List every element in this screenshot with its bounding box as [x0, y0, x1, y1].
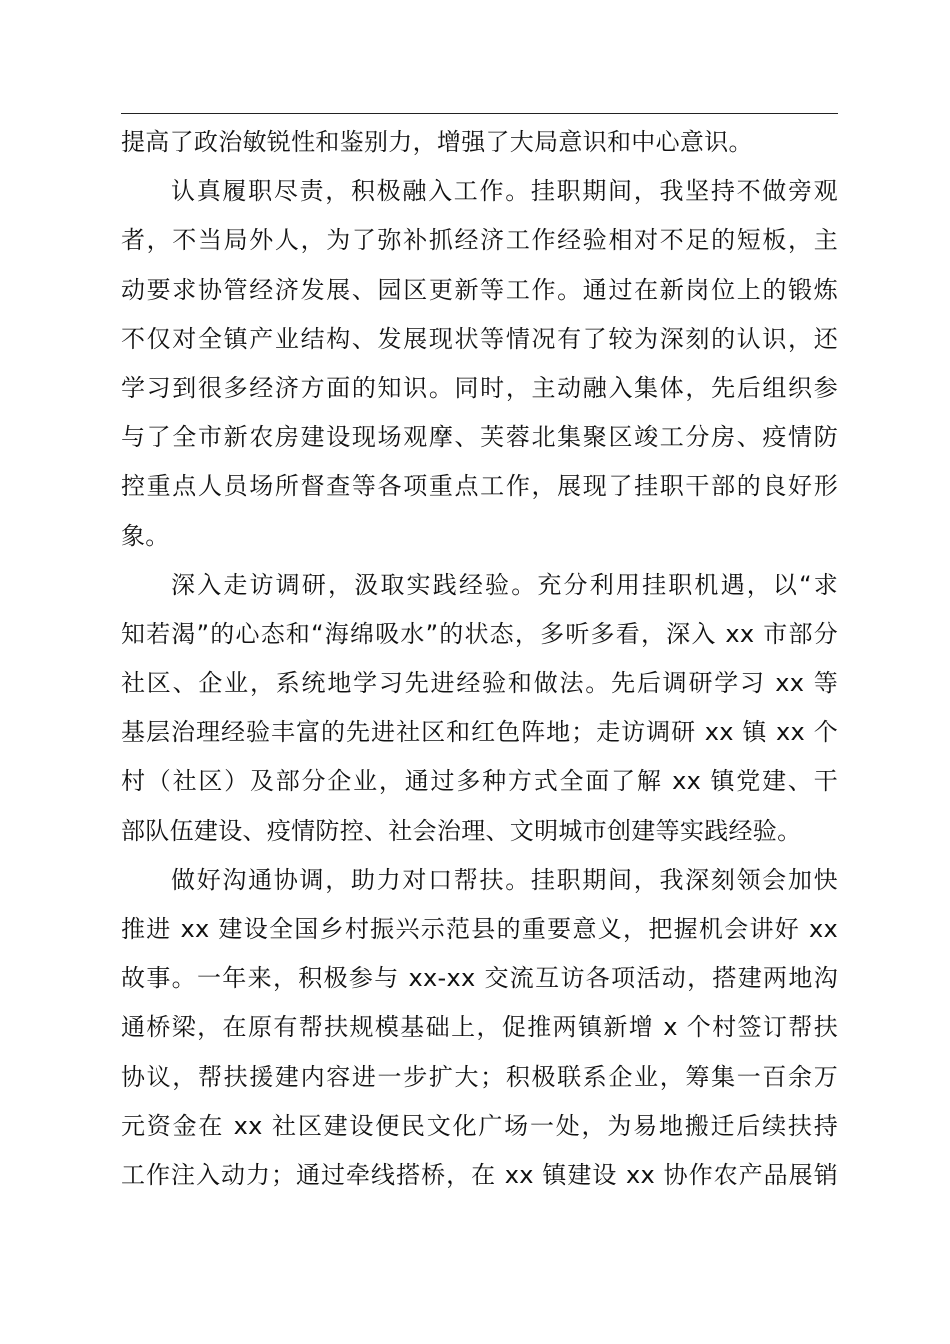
header-rule: [121, 113, 838, 114]
text-line: 提高了政治敏锐性和鉴别力，增强了大局意识和中心意识。: [121, 128, 753, 156]
text-line: 元资金在 xx 社区建设便民文化广场一处，为易地搬迁后续扶持: [121, 1111, 838, 1140]
text-line: 认真履职尽责，积极融入工作。挂职期间，我坚持不做旁观: [171, 177, 838, 206]
text-line: 通桥梁，在原有帮扶规模基础上，促推两镇新增 x 个村签订帮扶: [121, 1013, 838, 1042]
text-line: 与了全市新农房建设现场观摩、芙蓉北集聚区竣工分房、疫情防: [121, 423, 838, 452]
document-body: [121, 118, 838, 1200]
text-line: 工作注入动力；通过牵线搭桥，在 xx 镇建设 xx 协作农产品展销: [121, 1160, 838, 1189]
text-line: 象。: [121, 521, 170, 550]
text-line: 知若渴”的心态和“海绵吸水”的状态，多听多看，深入 xx 市部分: [121, 619, 838, 648]
text-line: 者，不当局外人，为了弥补抓经济工作经验相对不足的短板，主: [121, 226, 838, 255]
text-line: 深入走访调研，汲取实践经验。充分利用挂职机遇，以“求: [171, 570, 838, 599]
text-line: 动要求协管经济发展、园区更新等工作。通过在新岗位上的锻炼: [121, 275, 838, 304]
text-line: 推进 xx 建设全国乡村振兴示范县的重要意义，把握机会讲好 xx: [121, 915, 838, 943]
text-line: 不仅对全镇产业结构、发展现状等情况有了较为深刻的认识，还: [121, 324, 838, 353]
text-line: 学习到很多经济方面的知识。同时，主动融入集体，先后组织参: [121, 373, 838, 402]
text-line: 协议，帮扶援建内容进一步扩大；积极联系企业，筹集一百余万: [121, 1062, 838, 1091]
text-line: 基层治理经验丰富的先进社区和红色阵地；走访调研 xx 镇 xx 个: [121, 718, 838, 747]
text-line: 控重点人员场所督查等各项重点工作，展现了挂职干部的良好形: [121, 472, 838, 501]
text-line: 做好沟通协调，助力对口帮扶。挂职期间，我深刻领会加快: [171, 865, 838, 894]
text-line: 故事。一年来，积极参与 xx-xx 交流互访各项活动，搭建两地沟: [121, 964, 838, 993]
text-line: 部队伍建设、疫情防控、社会治理、文明城市创建等实践经验。: [121, 816, 802, 845]
text-line: 村（社区）及部分企业，通过多种方式全面了解 xx 镇党建、干: [121, 767, 838, 796]
text-line: 社区、企业，系统地学习先进经验和做法。先后调研学习 xx 等: [121, 669, 838, 698]
